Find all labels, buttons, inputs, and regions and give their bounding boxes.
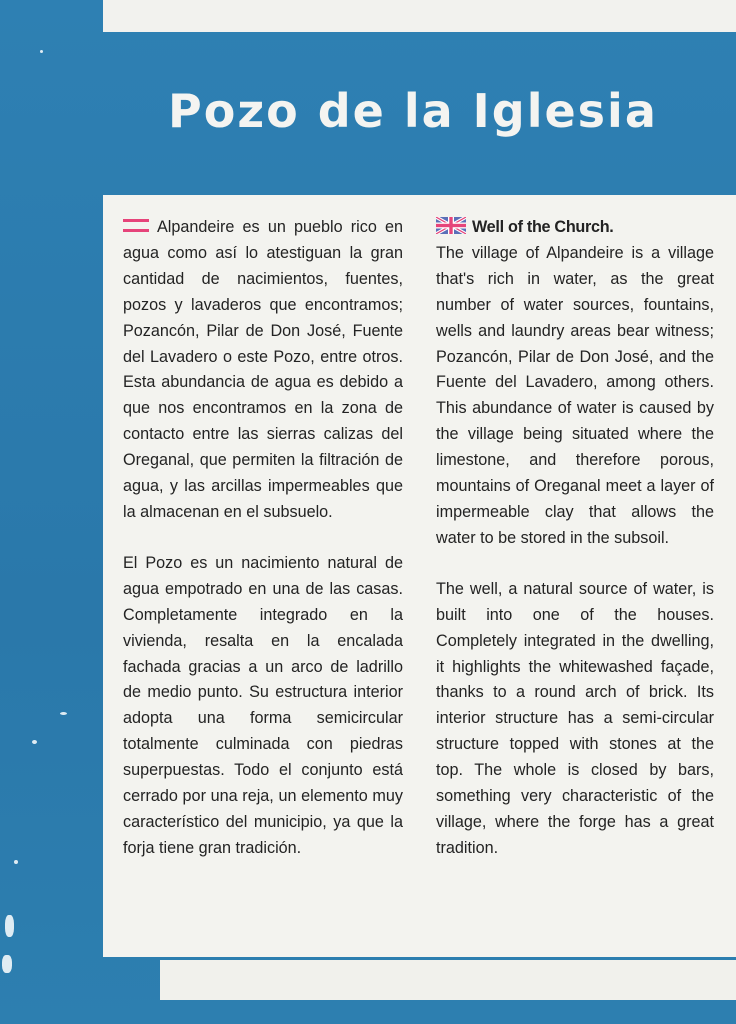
- bottom-blue-strip: [130, 1000, 736, 1024]
- spain-flag-icon: [123, 219, 149, 232]
- english-paragraph-1: [436, 215, 714, 552]
- paint-speck: [40, 50, 43, 53]
- english-paragraph-2: The well, a natural source of water, is built into one of the houses. Completely integrated in the dwelling, it highlights the whitewashed façade, thanks to a round arch of brick. Its interior structure has a semi-circular structure topped with stones at the top. The whole is closed by bars, something very characteristic of the village, where the forge has a great tradition.: [436, 579, 714, 857]
- spanish-paragraph-1: [123, 215, 403, 526]
- english-text-column: [436, 215, 714, 887]
- english-heading: Well of the Church.: [472, 218, 614, 236]
- top-white-strip: [103, 0, 736, 32]
- spanish-paragraph-2: El Pozo es un nacimiento natural de agua empotrado en una de las casas. Completamente integrado en la vivienda, resalta en la encalada fachada gracias a un arco de ladrillo de medio punto. Su estructura interior adopta una forma semicircular totalmente culminada con piedras superpuestas. Todo el conjunto está cerrado por una reja, un elemento muy característico del municipio, ya que la forja tiene gran tradición.: [123, 553, 403, 857]
- paint-speck: [14, 860, 18, 864]
- paint-speck: [5, 915, 14, 937]
- english-paragraph-1-text: The village of Alpandeire is a village that's rich in water, as the great number of water sources, fountains, wells and laundry areas bear witness; Pozancón, Pilar de Don José, and the Fuente del Lavadero, among others. This abundance of water is caused by the village being situated where the limestone, and therefore porous, mountains of Oreganal meet a layer of impermeable clay that allows the water to be stored in the subsoil.: [436, 243, 714, 547]
- paint-speck: [32, 740, 37, 744]
- spanish-text-column: [123, 215, 403, 887]
- sign-title: Pozo de la Iglesia: [168, 84, 658, 138]
- paint-speck: [2, 955, 12, 973]
- uk-flag-icon: [436, 217, 466, 234]
- spanish-paragraph-1-text: Alpandeire es un pueblo rico en agua como así lo atestiguan la gran cantidad de nacimientos, fuentes, pozos y lavaderos que encontramos; Pozancón, Pilar de Don José, Fuente del Lavadero o este Pozo, entre otros. Esta abundancia de agua es debido a que nos encontramos en la zona de contacto entre las sierras calizas del Oreganal, que permiten la filtración de agua, y las arcillas impermeables que la almacenan en el subsuelo.: [123, 218, 403, 521]
- paint-speck: [60, 712, 67, 715]
